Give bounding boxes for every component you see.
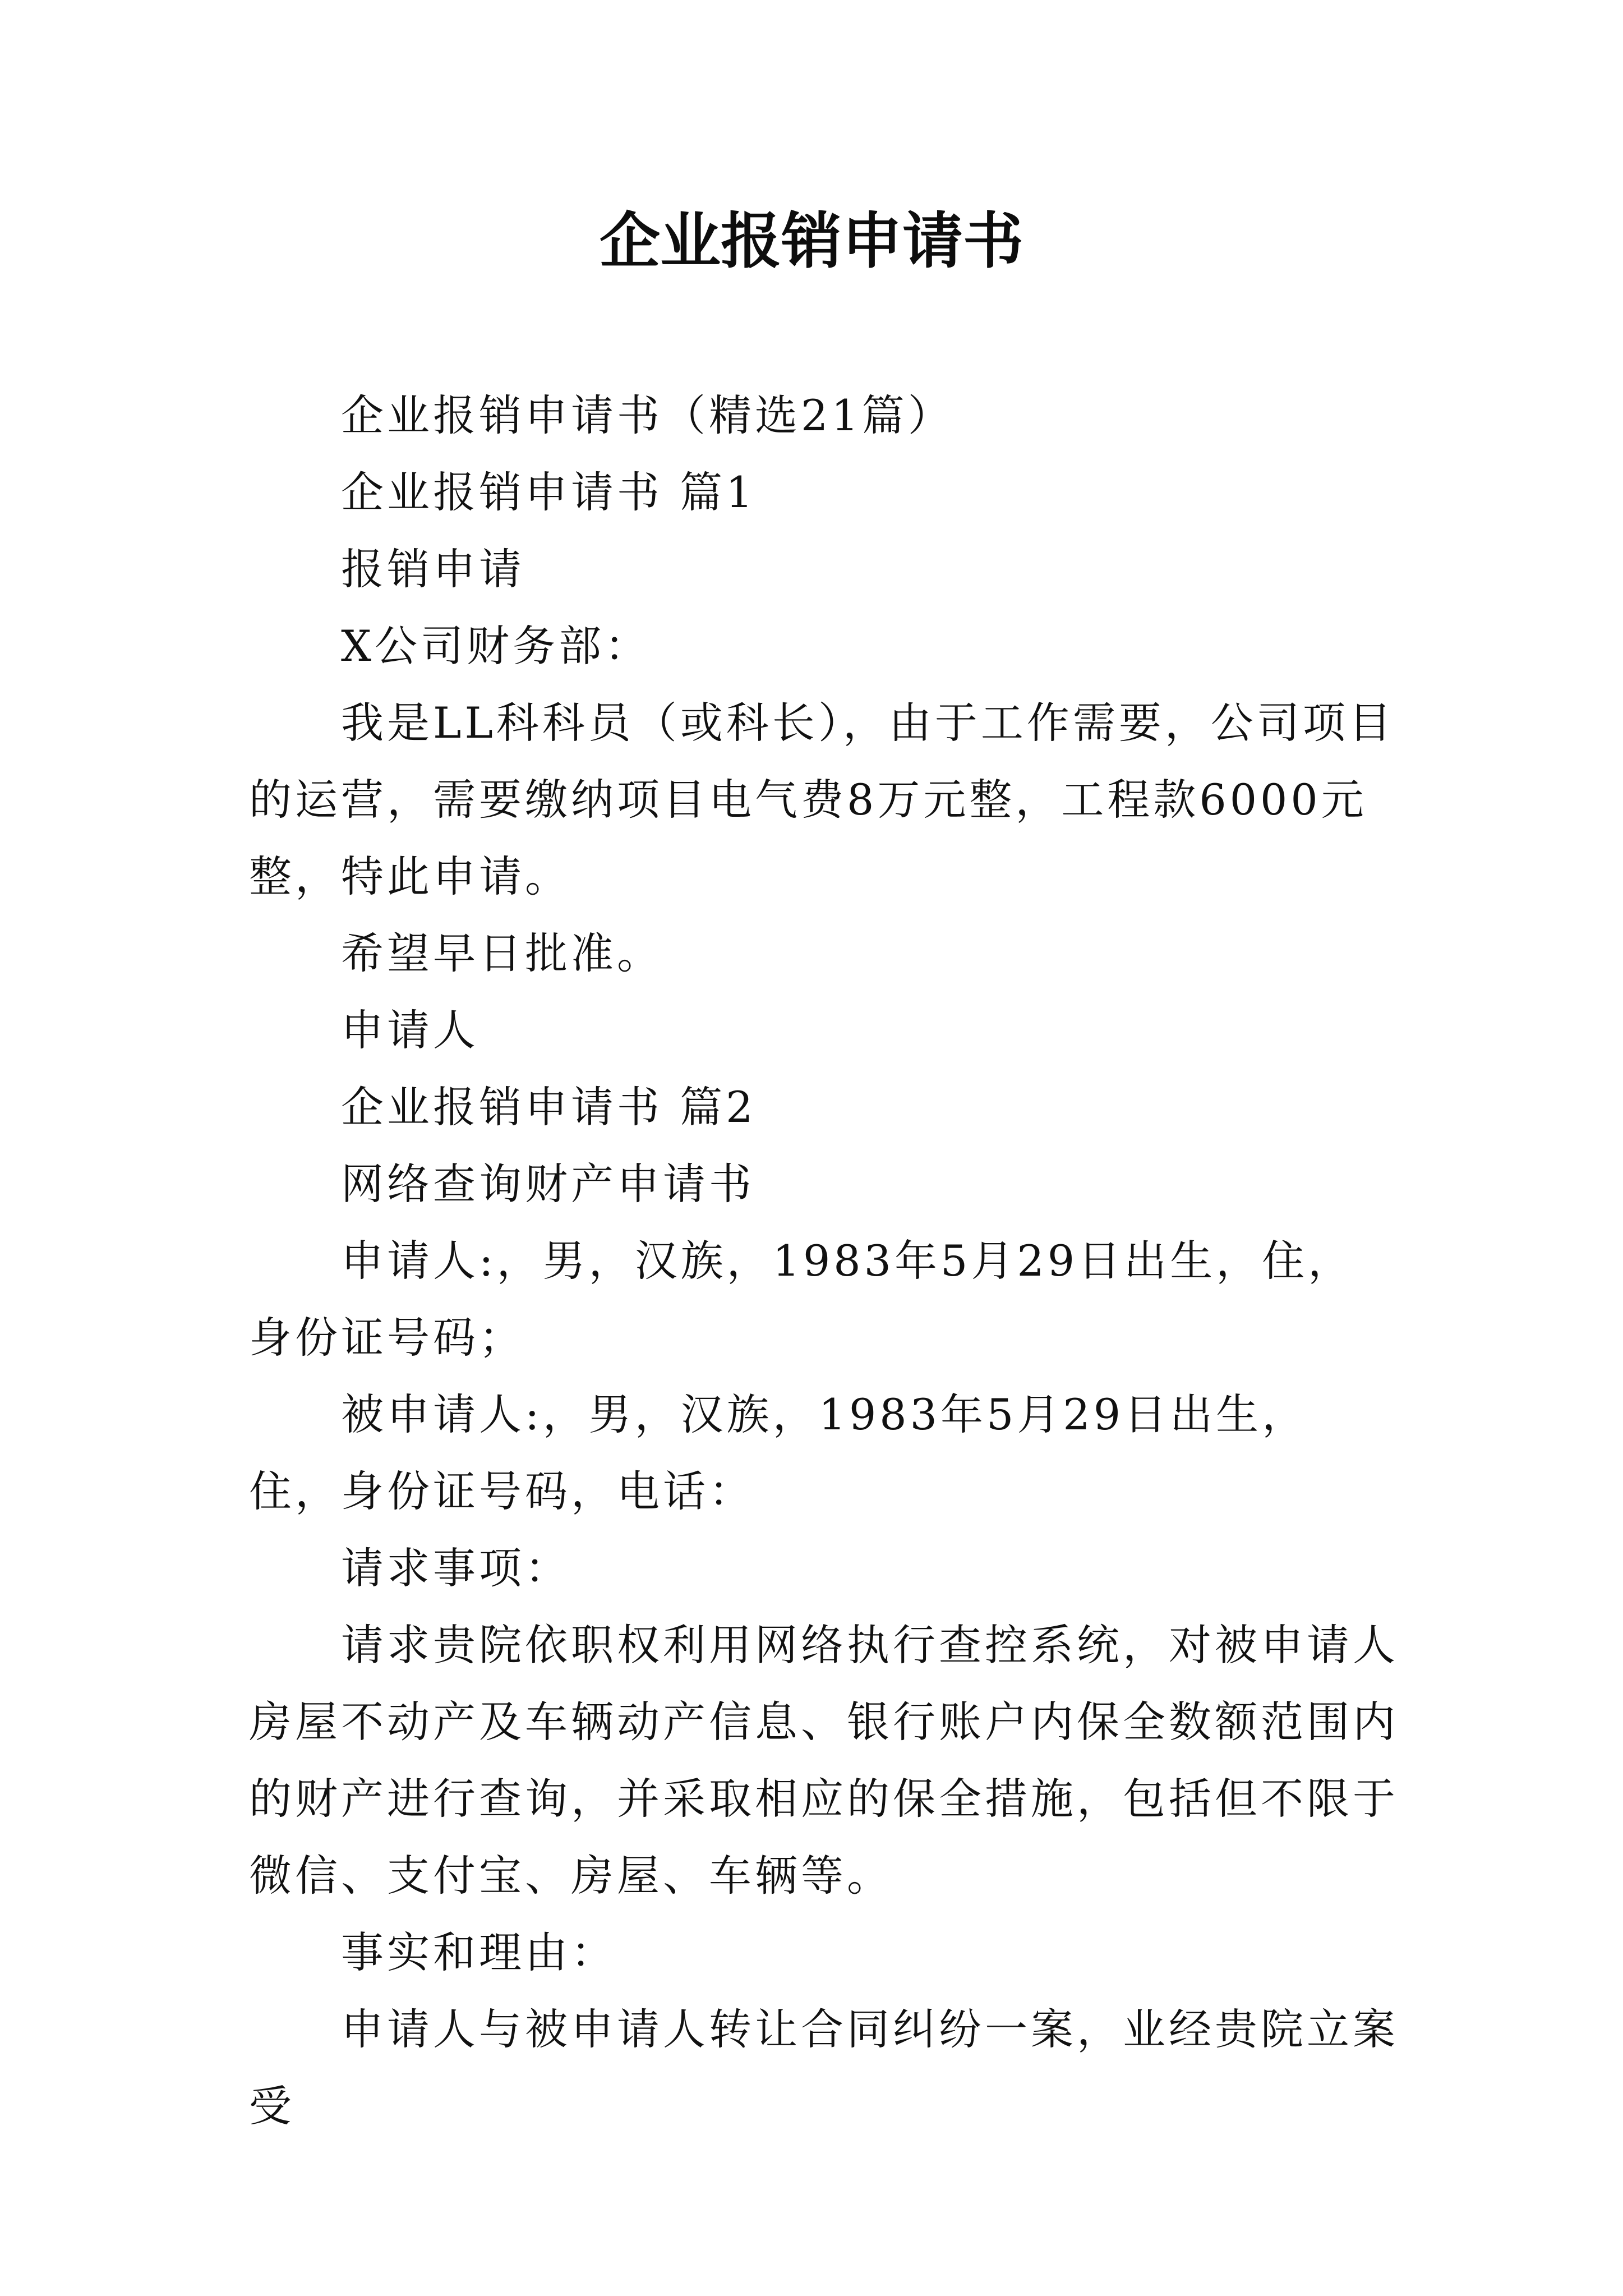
paragraph-request-body: 我是LL科科员（或科长），由于工作需要，公司项目的运营，需要缴纳项目电气费8万元整，工程款6000元整，特此申请。 bbox=[249, 698, 1395, 901]
paragraph-claims-body: 请求贵院依职权利用网络执行查控系统，对被申请人房屋不动产及车辆动产信息、银行账户内保全数额范围内的财产进行查询，并采取相应的保全措施，包括但不限于微信、支付宝、房屋、车辆等。 bbox=[249, 1620, 1399, 1901]
paragraph-addressee: X公司财务部： bbox=[341, 621, 651, 671]
paragraph-section-1-heading: 企业报销申请书 篇1 bbox=[341, 467, 757, 517]
document-body bbox=[249, 377, 1399, 2145]
paragraph-online-inquiry-title: 网络查询财产申请书 bbox=[341, 1159, 755, 1209]
document-title: 企业报销申请书 bbox=[599, 206, 1023, 277]
paragraph-claims-heading: 请求事项： bbox=[341, 1543, 571, 1593]
paragraph-reimbursement-request: 报销申请 bbox=[341, 544, 525, 594]
paragraph-applicant-info: 申请人:，男，汉族，1983年5月29日出生，住，身份证号码； bbox=[249, 1236, 1354, 1363]
paragraph-facts-body: 申请人与被申请人转让合同纠纷一案，业经贵院立案受 bbox=[249, 2004, 1399, 2131]
paragraph-facts-heading: 事实和理由： bbox=[341, 1927, 617, 1977]
paragraph-respondent-info: 被申请人:，男，汉族，1983年5月29日出生，住，身份证号码，电话： bbox=[249, 1389, 1308, 1516]
paragraph-subtitle: 企业报销申请书（精选21篇） bbox=[341, 390, 954, 440]
paragraph-hope-approval: 希望早日批准。 bbox=[341, 928, 663, 978]
paragraph-applicant: 申请人 bbox=[341, 1005, 479, 1055]
paragraph-section-2-heading: 企业报销申请书 篇2 bbox=[341, 1082, 757, 1132]
